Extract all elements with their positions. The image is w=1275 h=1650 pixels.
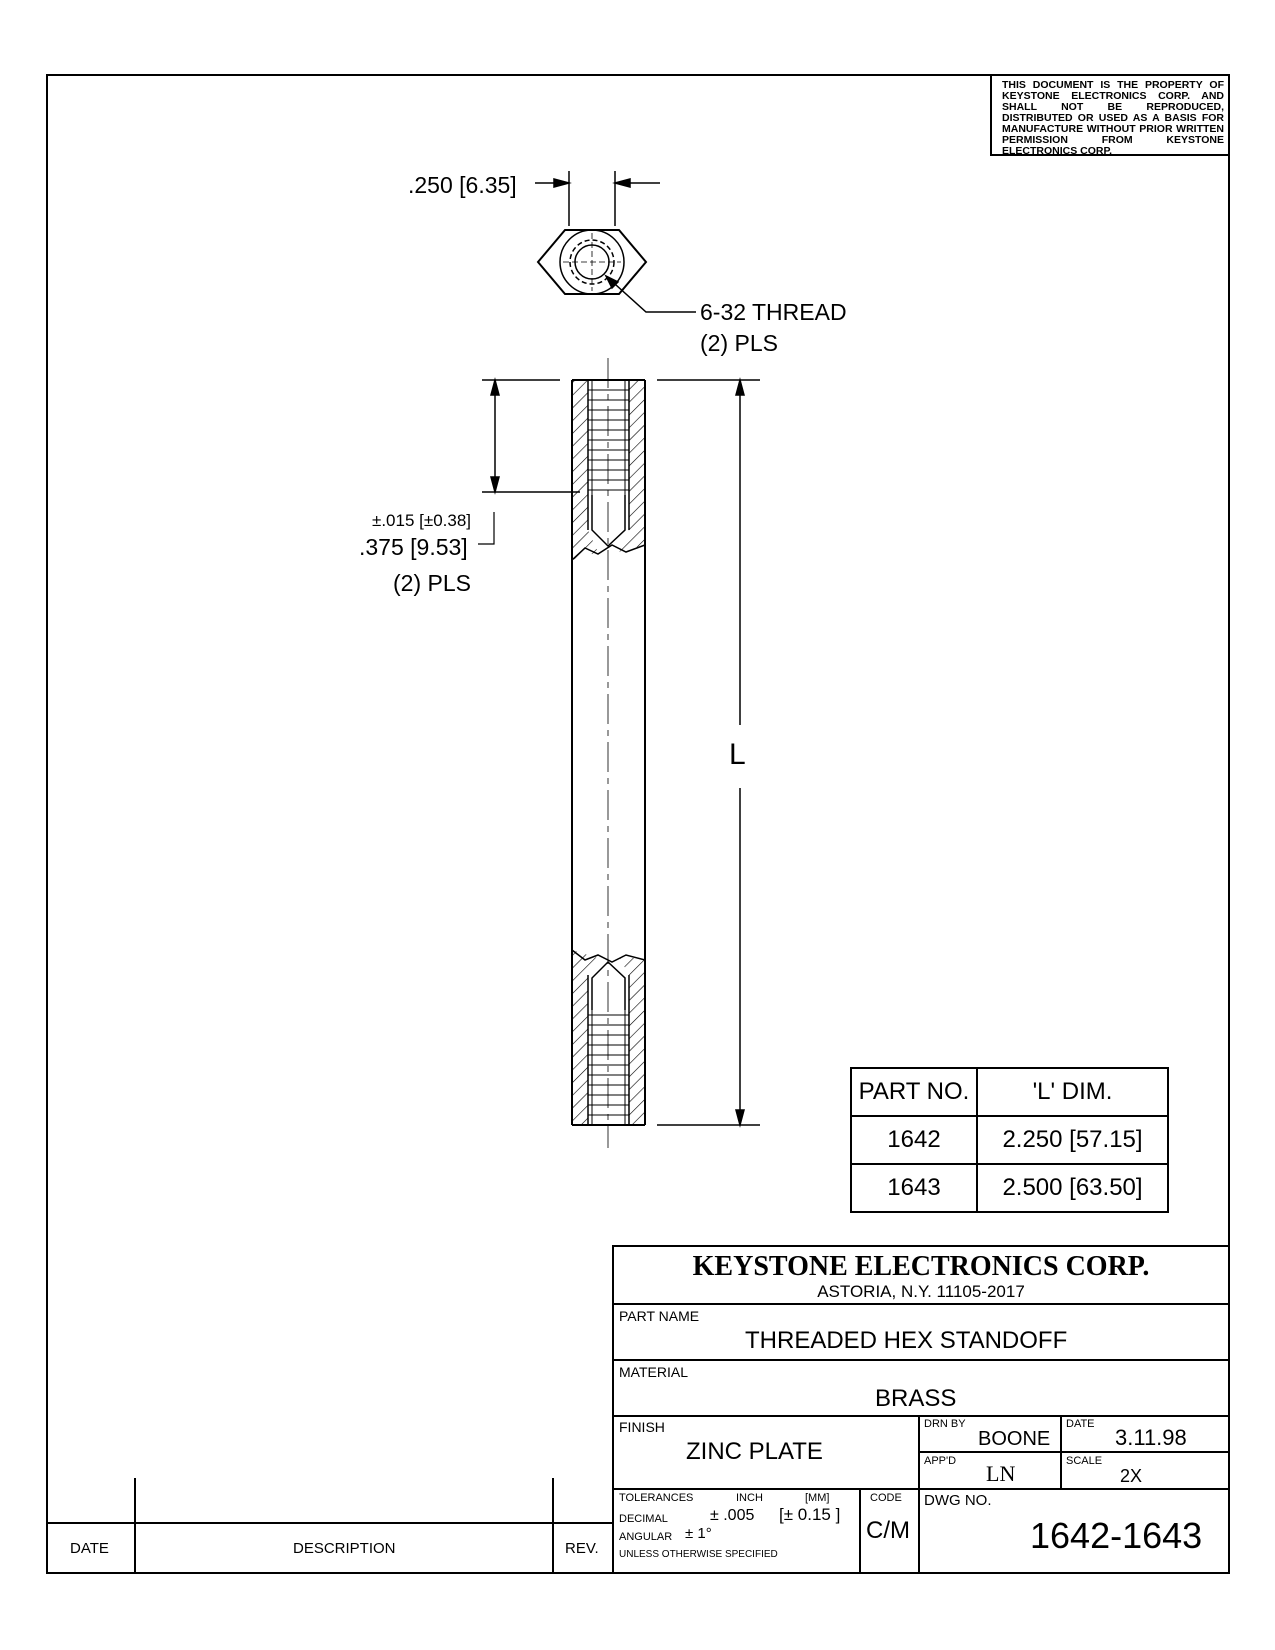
hex-width-dimension: .250 [6.35] <box>408 172 517 198</box>
code-label: CODE <box>870 1492 902 1504</box>
revision-rev-header: REV. <box>565 1540 599 1557</box>
angular-value: ± 1° <box>685 1525 712 1542</box>
part-name: THREADED HEX STANDOFF <box>745 1327 1068 1354</box>
depth-dimension: .375 [9.53] <box>359 534 468 560</box>
table-row <box>851 1116 1168 1164</box>
table-cell-length: 2.500 [63.50] <box>977 1164 1168 1212</box>
approved-value: LN <box>986 1461 1016 1486</box>
part-name-label: PART NAME <box>619 1308 700 1324</box>
thread-note-line2: (2) PLS <box>700 330 778 356</box>
drawn-by-value: BOONE <box>978 1428 1051 1450</box>
company-name: KEYSTONE ELECTRONICS CORP. <box>692 1251 1150 1282</box>
table-header-part: PART NO. <box>851 1068 977 1116</box>
table-header-length: 'L' DIM. <box>977 1068 1168 1116</box>
scale-value: 2X <box>1120 1466 1143 1486</box>
company-address: ASTORIA, N.Y. 11105-2017 <box>817 1282 1025 1301</box>
table-cell-part: 1643 <box>851 1164 977 1212</box>
code-value: C/M <box>866 1517 910 1544</box>
unless-specified-note: UNLESS OTHERWISE SPECIFIED <box>619 1549 778 1560</box>
mm-label: [MM] <box>805 1492 830 1504</box>
approved-label: APP'D <box>924 1455 957 1467</box>
table-cell-length: 2.250 [57.15] <box>977 1116 1168 1164</box>
table-row <box>851 1164 1168 1212</box>
scale-label: SCALE <box>1066 1455 1103 1467</box>
length-label: L <box>729 738 746 771</box>
revision-description-header: DESCRIPTION <box>293 1540 396 1557</box>
finish-value: ZINC PLATE <box>686 1438 823 1465</box>
inch-label: INCH <box>736 1492 763 1504</box>
thread-note-line1: 6-32 THREAD <box>700 299 847 325</box>
depth-places: (2) PLS <box>393 570 471 596</box>
decimal-mm-value: [± 0.15 ] <box>779 1505 841 1524</box>
angular-label: ANGULAR <box>619 1531 673 1543</box>
table-cell-part: 1642 <box>851 1116 977 1164</box>
drawn-by-label: DRN BY <box>924 1418 966 1430</box>
finish-label: FINISH <box>619 1419 665 1435</box>
length-table <box>850 1067 1169 1213</box>
property-notice-text: THIS DOCUMENT IS THE PROPERTY OF KEYSTONE ELECTRONICS CORP. AND SHALL NOT BE REPRODUCED, DISTRIBUTED OR USED AS A BASIS FOR MANUFACTURE WITHOUT PRIOR WRITTEN PERMISSION FROM KEYSTONE ELECTRONICS CORP. <box>1002 79 1224 157</box>
material-value: BRASS <box>875 1385 957 1412</box>
revision-date-header: DATE <box>70 1540 109 1557</box>
table-header-row <box>851 1068 1168 1116</box>
decimal-value: ± .005 <box>710 1507 755 1524</box>
material-label: MATERIAL <box>619 1364 688 1380</box>
drawing-number-label: DWG NO. <box>924 1492 992 1509</box>
date-label: DATE <box>1066 1418 1095 1430</box>
standoff-body <box>572 358 645 1148</box>
tolerances-label: TOLERANCES <box>619 1492 694 1504</box>
date-value: 3.11.98 <box>1115 1425 1187 1450</box>
drawing-number: 1642-1643 <box>1030 1515 1203 1556</box>
depth-tolerance: ±.015 [±0.38] <box>372 511 472 530</box>
decimal-label: DECIMAL <box>619 1513 668 1525</box>
